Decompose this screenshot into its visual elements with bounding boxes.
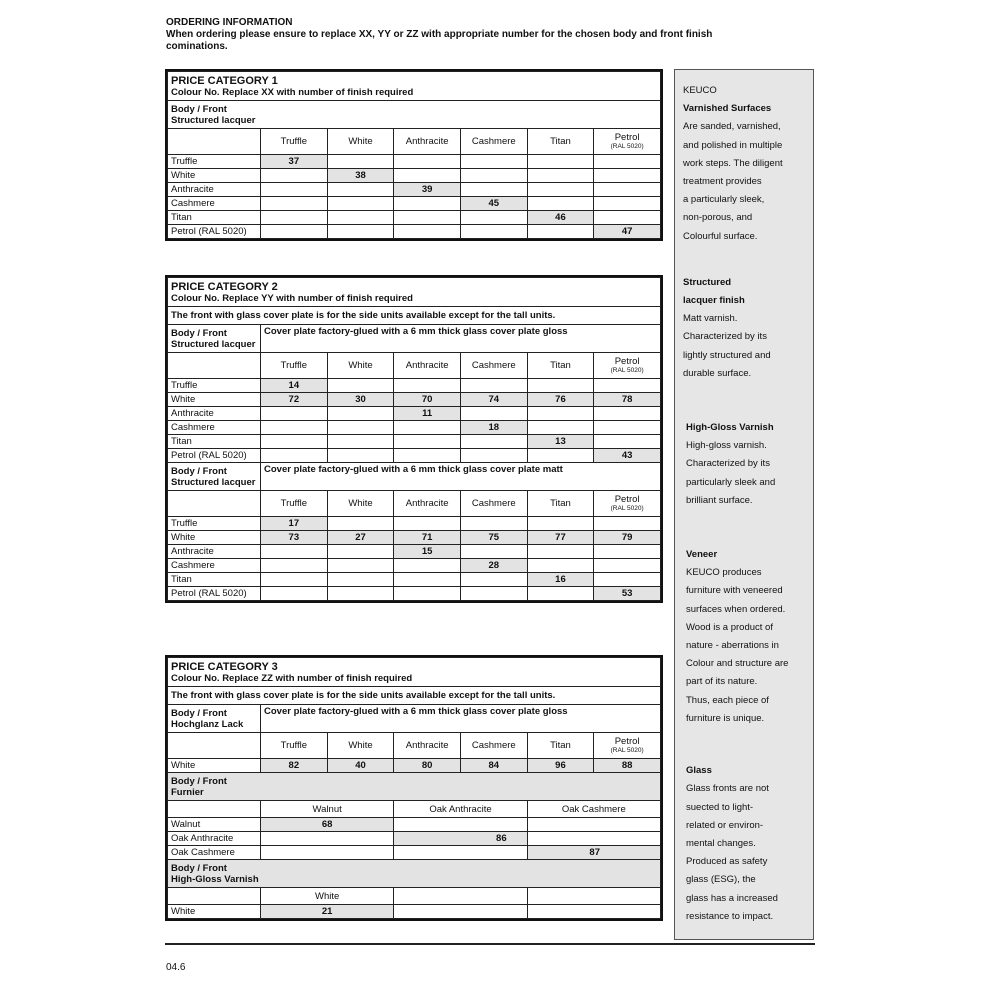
table-cell: 79 — [594, 531, 661, 545]
row-label: Oak Anthracite — [168, 832, 261, 846]
sidebar-text-line: Colour and structure are — [686, 658, 789, 670]
table-cell: 15 — [394, 545, 461, 559]
table-cell — [327, 225, 394, 239]
row-label: Anthracite — [168, 407, 261, 421]
table-row — [168, 407, 661, 421]
table-cell — [327, 449, 394, 463]
col-header: Anthracite — [394, 491, 461, 517]
cat3-title: PRICE CATEGORY 3 — [171, 660, 278, 673]
row-label: White — [168, 759, 261, 773]
sidebar-text-line: lightly structured and — [683, 349, 771, 361]
col-header: White — [327, 733, 394, 759]
table-cell: 27 — [327, 531, 394, 545]
table-cell — [594, 559, 661, 573]
table-cell: 14 — [261, 379, 328, 393]
table-cell: 87 — [527, 846, 660, 860]
col-header: Cashmere — [460, 491, 527, 517]
table-cell — [394, 225, 461, 239]
table-cell — [261, 573, 328, 587]
table-row — [168, 449, 661, 463]
page-number: 04.6 — [166, 962, 186, 973]
price-category-1 — [165, 69, 663, 241]
table-cell — [527, 421, 594, 435]
col-header: Titan — [527, 353, 594, 379]
table-cell — [394, 155, 461, 169]
table-cell — [327, 407, 394, 421]
table-cell — [594, 545, 661, 559]
table-cell: 13 — [527, 435, 594, 449]
table-cell — [527, 545, 594, 559]
col-header: Anthracite — [394, 733, 461, 759]
row-label: Cashmere — [168, 421, 261, 435]
table-cell: 73 — [261, 531, 328, 545]
table-cell — [394, 587, 461, 601]
table-cell — [327, 197, 394, 211]
col-header: Cashmere — [460, 129, 527, 155]
table-cell — [394, 449, 461, 463]
table-cell — [327, 183, 394, 197]
table-cell — [327, 155, 394, 169]
table-cell — [261, 559, 328, 573]
sidebar-text-line: Thus, each piece of — [686, 694, 769, 706]
table-row — [168, 905, 661, 919]
cat3-hgv-finish: High-Gloss Varnish — [171, 873, 259, 885]
row-label: Titan — [168, 435, 261, 449]
row-label: Titan — [168, 573, 261, 587]
sidebar-text-line: Are sanded, varnished, — [683, 121, 781, 133]
table-cell — [261, 545, 328, 559]
sidebar-text-line: suected to light- — [686, 801, 754, 813]
cat3-note: The front with glass cover plate is for the side units available except for the tall units. — [168, 687, 661, 705]
table-cell: 96 — [527, 759, 594, 773]
col-header: Titan — [527, 733, 594, 759]
table-cell — [527, 155, 594, 169]
col-header: Truffle — [261, 733, 328, 759]
table-cell: 18 — [460, 421, 527, 435]
cat2-note: The front with glass cover plate is for the side units available except for the tall units. — [168, 307, 661, 325]
table-cell: 21 — [261, 905, 394, 919]
table-cell — [594, 197, 661, 211]
table-cell — [460, 435, 527, 449]
sidebar-text-line: Wood is a product of — [686, 621, 773, 633]
sidebar-glass-text — [683, 780, 807, 926]
table-cell — [327, 517, 394, 531]
col-header: White — [261, 888, 394, 905]
table-cell — [460, 169, 527, 183]
table-cell: 17 — [261, 517, 328, 531]
row-label: Cashmere — [168, 559, 261, 573]
table-row — [168, 225, 661, 239]
table-cell: 75 — [460, 531, 527, 545]
col-header: Titan — [527, 491, 594, 517]
table-cell — [594, 155, 661, 169]
sidebar-structured-text — [683, 310, 807, 383]
table-row — [168, 435, 661, 449]
table-cell — [594, 407, 661, 421]
bottom-rule — [165, 943, 815, 945]
row-label: Truffle — [168, 517, 261, 531]
table-cell — [460, 545, 527, 559]
sidebar-text-line: glass (ESG), the — [686, 874, 756, 886]
cat1-title: PRICE CATEGORY 1 — [171, 74, 278, 87]
table-cell: 68 — [261, 818, 394, 832]
cat2-matt-desc: Cover plate factory-glued with a 6 mm thick glass cover plate matt — [261, 463, 661, 491]
table-cell — [327, 211, 394, 225]
table-cell — [460, 587, 527, 601]
table-cell — [327, 559, 394, 573]
table-cell — [394, 559, 461, 573]
table-cell — [460, 225, 527, 239]
col-header: Truffle — [261, 353, 328, 379]
table-row — [168, 818, 661, 832]
table-cell: 37 — [261, 155, 328, 169]
table-cell — [527, 587, 594, 601]
table-cell — [594, 421, 661, 435]
table-cell — [261, 421, 328, 435]
sidebar-text-line: mental changes. — [686, 837, 756, 849]
table-cell — [527, 169, 594, 183]
row-label: Cashmere — [168, 197, 261, 211]
table-cell — [327, 573, 394, 587]
table-cell: 28 — [460, 559, 527, 573]
cat2-gloss-column-headers — [168, 353, 661, 379]
table-cell — [261, 225, 328, 239]
table-row — [168, 421, 661, 435]
sidebar-text-line: Glass fronts are not — [686, 783, 769, 795]
table-cell — [460, 517, 527, 531]
col-header: Cashmere — [460, 733, 527, 759]
cat2-body-label: Body / Front — [171, 465, 227, 477]
table-cell — [261, 407, 328, 421]
sidebar-text-line: brilliant surface. — [686, 494, 753, 506]
col-header: Titan — [527, 129, 594, 155]
table-cell — [460, 449, 527, 463]
table-cell — [527, 449, 594, 463]
cat3-furnier-label: Body / Front — [171, 775, 227, 787]
row-label: Oak Cashmere — [168, 846, 261, 860]
col-header: Oak Cashmere — [527, 801, 660, 818]
table-cell — [327, 379, 394, 393]
table-cell: 16 — [527, 573, 594, 587]
table-cell: 53 — [594, 587, 661, 601]
table-cell — [327, 435, 394, 449]
table-cell — [594, 169, 661, 183]
table-cell — [460, 155, 527, 169]
cat3-hgv-label: Body / Front — [171, 862, 227, 874]
table-cell: 45 — [460, 197, 527, 211]
table-row — [168, 545, 661, 559]
table-cell — [327, 587, 394, 601]
table-cell — [460, 211, 527, 225]
sidebar-text-line: Matt varnish. — [683, 313, 738, 325]
col-header-petrol: Petrol (RAL 5020) — [594, 129, 661, 155]
sidebar-text-line: Produced as safety — [686, 856, 768, 868]
table-row — [168, 832, 661, 846]
table-cell — [527, 517, 594, 531]
table-row — [168, 531, 661, 545]
table-cell: 30 — [327, 393, 394, 407]
sidebar-text-line: KEUCO produces — [686, 567, 762, 579]
cat1-body-finish: Structured lacquer — [171, 114, 256, 126]
sidebar-text-line: nature - aberrations in — [686, 640, 779, 652]
table-cell: 43 — [594, 449, 661, 463]
table-row — [168, 379, 661, 393]
cat2-body-label: Body / Front — [171, 327, 227, 339]
col-header: Anthracite — [394, 353, 461, 379]
table-cell — [394, 421, 461, 435]
table-cell — [261, 587, 328, 601]
ordering-title: ORDERING INFORMATION — [166, 17, 293, 28]
table-cell: 39 — [394, 183, 461, 197]
cat2-body-finish: Structured lacquer — [171, 476, 256, 488]
sidebar-highgloss-title: High-Gloss Varnish — [686, 422, 774, 434]
row-label: Petrol (RAL 5020) — [168, 225, 261, 239]
table-cell — [594, 435, 661, 449]
row-label: White — [168, 905, 261, 919]
table-cell — [594, 183, 661, 197]
table-cell — [527, 407, 594, 421]
row-label: Petrol (RAL 5020) — [168, 587, 261, 601]
table-cell — [327, 545, 394, 559]
sidebar-text-line: treatment provides — [683, 176, 762, 188]
sidebar-text-line: Characterized by its — [683, 331, 767, 343]
table-cell — [527, 183, 594, 197]
row-label: White — [168, 169, 261, 183]
col-header: Truffle — [261, 129, 328, 155]
table-cell — [327, 421, 394, 435]
table-cell — [460, 183, 527, 197]
cat2-subtitle: Colour No. Replace YY with number of finish required — [171, 292, 413, 304]
sidebar-text-line: furniture is unique. — [686, 712, 765, 724]
col-header: White — [327, 491, 394, 517]
cat3-subtitle: Colour No. Replace ZZ with number of finish required — [171, 672, 413, 684]
table-cell — [460, 407, 527, 421]
sidebar-text-line: particularly sleek and — [686, 476, 776, 488]
col-header: White — [327, 129, 394, 155]
table-cell: 71 — [394, 531, 461, 545]
table-row — [168, 759, 661, 773]
sidebar-text-line: and polished in multiple — [683, 139, 783, 151]
row-label: Truffle — [168, 155, 261, 169]
sidebar-text-line: a particularly sleek, — [683, 194, 765, 206]
table-cell: 78 — [594, 393, 661, 407]
table-cell — [527, 225, 594, 239]
table-row — [168, 183, 661, 197]
table-row — [168, 211, 661, 225]
sidebar-structured-title: Structured — [683, 276, 732, 288]
col-header: Cashmere — [460, 353, 527, 379]
table-row — [168, 169, 661, 183]
cat1-subtitle: Colour No. Replace XX with number of finish required — [171, 86, 414, 98]
sidebar-text-line: related or environ- — [686, 819, 764, 831]
finish-descriptions-sidebar — [674, 69, 814, 940]
sidebar-veneer-text — [683, 564, 807, 728]
table-row — [168, 517, 661, 531]
table-cell — [394, 379, 461, 393]
row-label: Anthracite — [168, 545, 261, 559]
col-header-petrol: Petrol (RAL 5020) — [594, 353, 661, 379]
table-cell — [527, 559, 594, 573]
sidebar-brand: KEUCO — [683, 85, 717, 96]
table-row — [168, 573, 661, 587]
table-cell: 80 — [394, 759, 461, 773]
sidebar-text-line: surfaces when ordered. — [686, 603, 786, 615]
sidebar-structured-title-2: lacquer finish — [683, 295, 745, 307]
price-category-3 — [165, 655, 663, 921]
table-cell: 40 — [327, 759, 394, 773]
table-cell: 46 — [527, 211, 594, 225]
sidebar-text-line: non-porous, and — [683, 212, 753, 224]
cat3-body-label: Body / Front — [171, 707, 227, 719]
sidebar-text-line: Colourful surface. — [683, 230, 758, 242]
table-cell — [594, 517, 661, 531]
table-row — [168, 155, 661, 169]
sidebar-veneer-title: Veneer — [686, 549, 718, 561]
table-cell: 77 — [527, 531, 594, 545]
cat2-matt-column-headers — [168, 491, 661, 517]
col-header-petrol: Petrol (RAL 5020) — [594, 491, 661, 517]
row-label: Petrol (RAL 5020) — [168, 449, 261, 463]
veneer-column-headers — [168, 801, 661, 818]
table-cell — [261, 449, 328, 463]
table-row — [168, 393, 661, 407]
col-header: Oak Anthracite — [394, 801, 527, 818]
sidebar-glass-title: Glass — [686, 765, 712, 777]
table-cell: 76 — [527, 393, 594, 407]
table-cell: 11 — [394, 407, 461, 421]
col-header: Anthracite — [394, 129, 461, 155]
table-row — [168, 846, 661, 860]
table-cell — [261, 183, 328, 197]
table-cell — [527, 197, 594, 211]
cat2-title: PRICE CATEGORY 2 — [171, 280, 278, 293]
table-cell — [394, 197, 461, 211]
table-cell — [394, 169, 461, 183]
hgv-column-headers — [168, 888, 661, 905]
table-row — [168, 197, 661, 211]
table-cell — [394, 517, 461, 531]
col-header: Walnut — [261, 801, 394, 818]
table-cell — [261, 435, 328, 449]
table-cell: 82 — [261, 759, 328, 773]
cat1-column-headers — [168, 129, 661, 155]
table-cell: 84 — [460, 759, 527, 773]
sidebar-highgloss-text — [683, 437, 807, 510]
table-cell — [594, 573, 661, 587]
col-header: Truffle — [261, 491, 328, 517]
table-cell — [594, 211, 661, 225]
sidebar-text-line: furniture with veneered — [686, 585, 783, 597]
table-cell: 72 — [261, 393, 328, 407]
sidebar-text-line: High-gloss varnish. — [686, 440, 767, 452]
table-cell: 47 — [594, 225, 661, 239]
table-row — [168, 587, 661, 601]
col-header-petrol: Petrol (RAL 5020) — [594, 733, 661, 759]
sidebar-text-line: durable surface. — [683, 367, 752, 379]
cat2-body-finish: Structured lacquer — [171, 338, 256, 350]
table-cell — [594, 379, 661, 393]
cat1-body-label: Body / Front — [171, 103, 227, 115]
row-label: Walnut — [168, 818, 261, 832]
price-category-2 — [165, 275, 663, 603]
table-cell: 38 — [327, 169, 394, 183]
sidebar-varnished-title: Varnished Surfaces — [683, 103, 772, 115]
cat3-gloss-desc: Cover plate factory-glued with a 6 mm thick glass cover plate gloss — [261, 705, 661, 733]
col-header: White — [327, 353, 394, 379]
table-cell — [460, 573, 527, 587]
sidebar-varnished-text — [683, 118, 807, 245]
ordering-instructions: When ordering please ensure to replace XX, YY or ZZ with appropriate number for the chosen body and front finish cominations. — [166, 29, 713, 52]
table-cell — [261, 169, 328, 183]
sidebar-text-line: resistance to impact. — [686, 910, 774, 922]
cat3-column-headers — [168, 733, 661, 759]
table-cell — [394, 211, 461, 225]
table-cell — [460, 379, 527, 393]
row-label: White — [168, 393, 261, 407]
table-cell: 70 — [394, 393, 461, 407]
table-cell — [261, 211, 328, 225]
cat2-gloss-desc: Cover plate factory-glued with a 6 mm thick glass cover plate gloss — [261, 325, 661, 353]
table-cell: 88 — [594, 759, 661, 773]
sidebar-text-line: glass has a increased — [686, 892, 778, 904]
table-cell: 74 — [460, 393, 527, 407]
cat3-furnier-finish: Furnier — [171, 786, 204, 798]
table-cell — [261, 197, 328, 211]
sidebar-text-line: work steps. The diligent — [683, 157, 783, 169]
table-cell — [527, 379, 594, 393]
sidebar-text-line: Characterized by its — [686, 458, 770, 470]
table-row — [168, 559, 661, 573]
row-label: Truffle — [168, 379, 261, 393]
sidebar-text-line: part of its nature. — [686, 676, 758, 688]
cat3-body-finish: Hochglanz Lack — [171, 718, 244, 730]
row-label: Titan — [168, 211, 261, 225]
row-label: Anthracite — [168, 183, 261, 197]
row-label: White — [168, 531, 261, 545]
table-cell — [394, 435, 461, 449]
ordering-header — [166, 17, 726, 53]
table-cell: 86 — [394, 832, 527, 846]
table-cell — [394, 573, 461, 587]
